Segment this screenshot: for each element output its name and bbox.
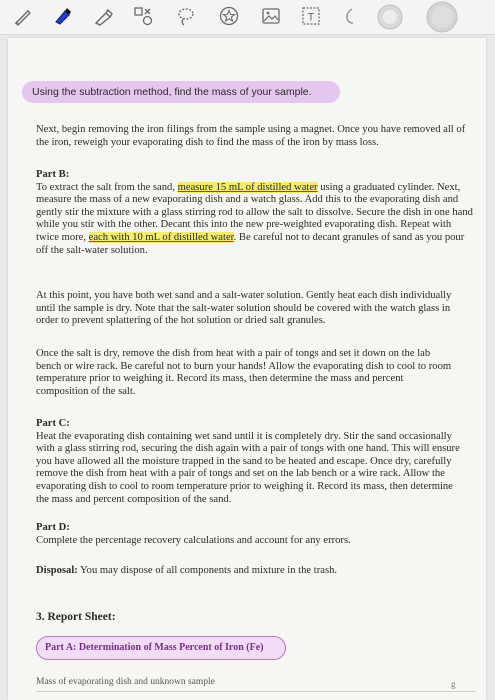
disposal-label: Disposal: xyxy=(36,565,78,576)
part-c-title: Part C: xyxy=(36,418,70,429)
part-c-section xyxy=(36,418,468,506)
image-icon[interactable] xyxy=(260,5,282,27)
highlighter-icon[interactable] xyxy=(92,5,114,27)
part-d-section xyxy=(36,522,468,547)
part-a-pill-text: Part A: Determination of Mass Percent of Iron (Fe) xyxy=(45,642,264,653)
mass-row-input-line[interactable] xyxy=(36,691,476,692)
part-d-title: Part D: xyxy=(36,522,70,533)
part-b-title: Part B: xyxy=(36,169,70,180)
curve-icon[interactable] xyxy=(338,5,360,27)
paragraph-remove-iron: Next, begin removing the iron filings from the sample using a magnet. Once you have removed all of the iron, reweigh your evaporating dish to find the mass of the iron by mass loss. xyxy=(36,124,466,148)
color-swatch-icon[interactable] xyxy=(422,1,462,33)
disposal-text: You may dispose of all components and mixture in the trash. xyxy=(77,565,338,576)
text-box-icon[interactable] xyxy=(300,5,322,27)
prompt-text: Using the subtraction method, find the mass of your sample. xyxy=(32,86,312,98)
part-b-text-1: To extract the salt from the sand, xyxy=(36,181,178,193)
star-stamp-icon[interactable] xyxy=(218,5,240,27)
part-b-text-3: . Be careful not to decant granules of sand as you pour off the salt-water solution. xyxy=(36,231,465,256)
part-b-text-2: using a graduated cylinder. Next, measure the mass of a new evaporating dish and a watch glass. Add this to the evaporating dish and gently stir the mixture with a glass stirring rod to allow the salt to dissolve. Secure the dish in one hand while you stir with the other. Decant this into the new pre-weighted evaporating dish. Repeat with twice more, xyxy=(36,181,473,243)
annotation-toolbar xyxy=(0,0,495,35)
part-a-pill xyxy=(36,636,286,660)
report-sheet-heading: 3. Report Sheet: xyxy=(36,611,116,623)
mass-row-label: Mass of evaporating dish and unknown sample xyxy=(36,677,215,687)
paragraph-salt-dry: Once the salt is dry, remove the dish from heat with a pair of tongs and set it down on the lab bench or wire rack. Be careful not to burn your hands! Allow the evaporating dish to cool to room temperature prior to weighing it. Record its mass, then determine the mass and percent composition of the salt. xyxy=(36,348,452,397)
subtraction-method-prompt xyxy=(22,81,340,103)
highlight-15ml: measure 15 mL of distilled water xyxy=(177,181,318,193)
shapes-icon[interactable] xyxy=(132,5,154,27)
marker-icon[interactable] xyxy=(52,5,74,27)
pen-icon[interactable] xyxy=(12,5,34,27)
mass-row-unit: g xyxy=(451,679,456,689)
disposal-line xyxy=(36,565,468,578)
document-page xyxy=(8,38,486,700)
color-circle-icon[interactable] xyxy=(376,3,404,31)
lasso-icon[interactable] xyxy=(175,5,197,27)
paragraph-heat-dishes: At this point, you have both wet sand and a salt-water solution. Gently heat each dish individually until the sample is dry. Note that the salt-water solution should be covered with the watch glass in order to prevent splattering of the hot solution or dried salt granules. xyxy=(36,290,452,327)
part-c-text: Heat the evaporating dish containing wet sand until it is completely dry. Stir the sand occasionally with a glass stirring rod, securing the dish again with a pair of tongs with one hand. This will ensure you have allowed all the moisture trapped in the sand to be heated and escape. Once dry, carefully remove the dish from heat with a pair of tongs and set on the lab bench or a wire rack. Allow the evaporating dish to cool to room temperature prior to weighing it. Record its mass, then determine the mass and percent composition of the sand. xyxy=(36,430,460,505)
part-b-section xyxy=(36,169,474,257)
mass-row xyxy=(36,676,476,692)
highlight-10ml: each with 10 mL of distilled water xyxy=(88,231,234,243)
part-d-text: Complete the percentage recovery calculations and account for any errors. xyxy=(36,534,351,546)
svg-text:T: T xyxy=(307,11,315,24)
